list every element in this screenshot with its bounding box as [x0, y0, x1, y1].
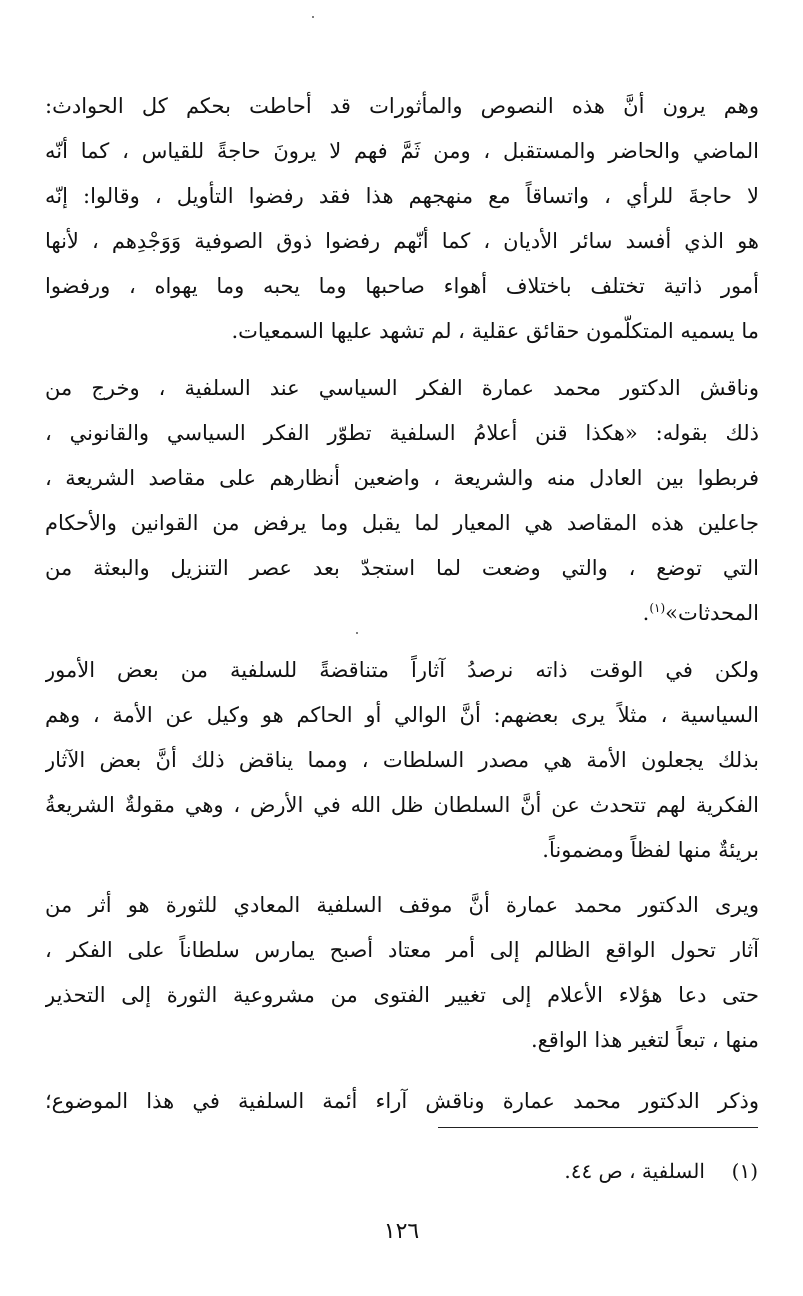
text-line: حتى دعا هؤلاء الأعلام إلى تغيير الفتوى من مشروعية الثورة إلى التحذير	[45, 983, 759, 1007]
page-number: ١٢٦	[383, 1219, 420, 1244]
text-line: هو الذي أفسد سائر الأديان ، كما أنّهم رفضوا ذوق الصوفية وَوَجْدِهم ، لأنها	[45, 229, 759, 253]
text-line: وذكر الدكتور محمد عمارة وناقش آراء أئمة السلفية في هذا الموضوع؛	[45, 1089, 759, 1113]
text-line: فربطوا بين العادل منه والشريعة ، واضعين أنظارهم على مقاصد الشريعة ،	[45, 466, 759, 490]
text-line: منها ، تبعاً لتغير هذا الواقع.	[530, 1028, 759, 1052]
paragraph-1	[45, 84, 759, 354]
paragraph-5	[45, 1079, 759, 1124]
footnote-separator	[438, 1127, 758, 1128]
paragraph-4	[45, 883, 759, 1063]
text-line: جاعلين هذه المقاصد هي المعيار لما يقبل وما يرفض من القوانين والأحكام	[45, 511, 759, 535]
text-line: ذلك بقوله: «هكذا قنن أعلامُ السلفية تطوّر الفكر السياسي والقانوني ،	[45, 421, 759, 445]
text-line: ولكن في الوقت ذاته نرصدُ آثاراً متناقضةً للسلفية من بعض الأمور	[45, 658, 759, 682]
footnote-text: السلفية ، ص ٤٤.	[564, 1159, 705, 1183]
text-line: آثار تحول الواقع الظالم إلى أمر معتاد أصبح يمارس سلطاناً على الفكر ،	[45, 938, 759, 962]
text-line: ما يسميه المتكلّمون حقائق عقلية ، لم تشهد عليها السمعيات.	[231, 319, 759, 343]
text-line-with-footnote	[45, 591, 759, 636]
text-line: أمور ذاتية تختلف باختلاف أهواء صاحبها وما يحبه وما يهواه ، ورفضوا	[45, 274, 759, 298]
footnote	[564, 1154, 758, 1188]
text-line: وهم يرون أنَّ هذه النصوص والمأثورات قد أحاطت بحكم كل الحوادث:	[45, 94, 759, 118]
footnote-reference: (١)	[649, 601, 666, 615]
text-line: لا حاجةَ للرأي ، واتساقاً مع منهجهم هذا فقد رفضوا التأويل ، وقالوا: إنّه	[45, 184, 759, 208]
text-line: بذلك يجعلون الأمة هي مصدر السلطات ، ومما يناقض ذلك أنَّ بعض الآثار	[45, 748, 759, 772]
text-line-content: المحدثات»	[665, 601, 759, 625]
text-line: السياسية ، مثلاً يرى بعضهم: أنَّ الوالي أو الحاكم هو وكيل عن الأمة ، وهم	[45, 703, 759, 727]
text-line: وناقش الدكتور محمد عمارة الفكر السياسي عند السلفية ، وخرج من	[45, 376, 759, 400]
text-line: التي توضع ، والتي وضعت لما استجدّ بعد عصر التنزيل والبعثة من	[45, 556, 759, 580]
scan-speck	[312, 16, 314, 18]
text-line: ويرى الدكتور محمد عمارة أنَّ موقف السلفية المعادي للثورة هو أثر من	[45, 893, 759, 917]
text-line: الماضي والحاضر والمستقبل ، ومن ثَمَّ فهم لا يرونَ حاجةً للقياس ، كما أنّه	[45, 139, 759, 163]
paragraph-2	[45, 366, 759, 636]
footnote-marker: (١)	[731, 1159, 758, 1183]
sentence-end: .	[642, 601, 650, 625]
text-line: الفكرية لهم تتحدث عن أنَّ السلطان ظل الله في الأرض ، وهي مقولةٌ الشريعةُ	[45, 793, 759, 817]
paragraph-3	[45, 648, 759, 873]
text-line: بريئةٌ منها لفظاً ومضموناً.	[542, 838, 759, 862]
